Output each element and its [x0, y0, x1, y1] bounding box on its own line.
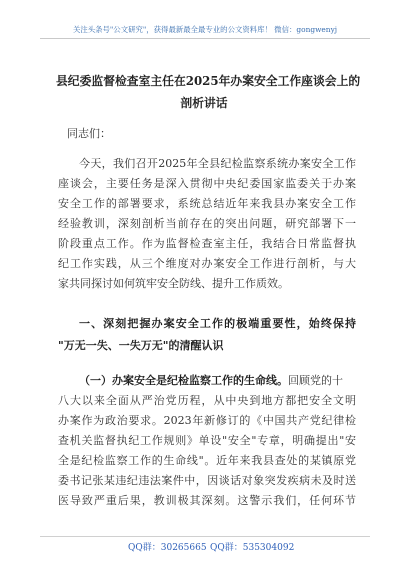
intro-line: 纪工作实践，从三个维度对办案安全工作进行剖析，与大 [58, 257, 356, 270]
subsection-line: 八大以来全面从严治党历程，从中央到地方都把安全文明 [58, 394, 356, 407]
subsection-lead-line [79, 372, 356, 388]
footer-qq-group-2: QQ群：535304092 [210, 543, 295, 553]
salutation: 同志们： [67, 127, 111, 140]
subsection-line: 查机关监督执纪工作规则》单设"安全"专章，明确提出"安 [58, 434, 356, 447]
intro-line: 家共同探讨如何筑牢安全防线、提升工作质效。 [58, 277, 289, 290]
subsection-line: 全是纪检监察工作的生命线"。近年来我县查处的某镇原党 [58, 454, 356, 467]
intro-line: 今天，我们召开2025年全县纪检监察系统办案安全工作 [79, 157, 356, 170]
header-divider [40, 38, 370, 39]
intro-line: 座谈会，主要任务是深入贯彻中央纪委国家监委关于办案 [58, 177, 356, 190]
subsection-lead-rest: 回顾党的十 [288, 374, 343, 387]
subsection-line: 办案作为政治要求。2023年新修订的《中国共产党纪律检 [58, 414, 356, 427]
intro-line: 经验教训，深刻剖析当前存在的突出问题，研究部署下一 [58, 217, 356, 230]
subsection-line: 医导致严重后果，教训极其深刻。这警示我们，任何环节 [58, 494, 356, 507]
document-title-line-1: 县纪委监督检查室主任在2025年办案安全工作座谈会上的 [56, 74, 361, 88]
intro-line: 阶段重点工作。作为监督检查室主任，我结合日常监督执 [58, 237, 356, 250]
footer-qq-group-1: QQ群：30265665 [128, 543, 207, 553]
document-title-line-2: 剖析讲话 [180, 96, 228, 110]
section-heading-line-1: 一、深刻把握办案安全工作的极端重要性，始终保持 [79, 317, 356, 330]
intro-line: 安全工作的部署要求，系统总结近年来我县办案安全工作 [58, 197, 356, 210]
subsection-line: 委书记张某违纪违法案件中，因谈话对象突发疾病未及时送 [58, 474, 356, 487]
header-banner: 关注头条号"公文研究"，获得最新最全最专业的公文资料库！ 微信：gongwenyj [72, 25, 338, 34]
footer-divider [40, 536, 370, 537]
section-heading-line-2: "万无一失、一失万无"的清醒认识 [58, 339, 224, 352]
subsection-heading: （一）办案安全是纪检监察工作的生命线。 [79, 374, 288, 387]
